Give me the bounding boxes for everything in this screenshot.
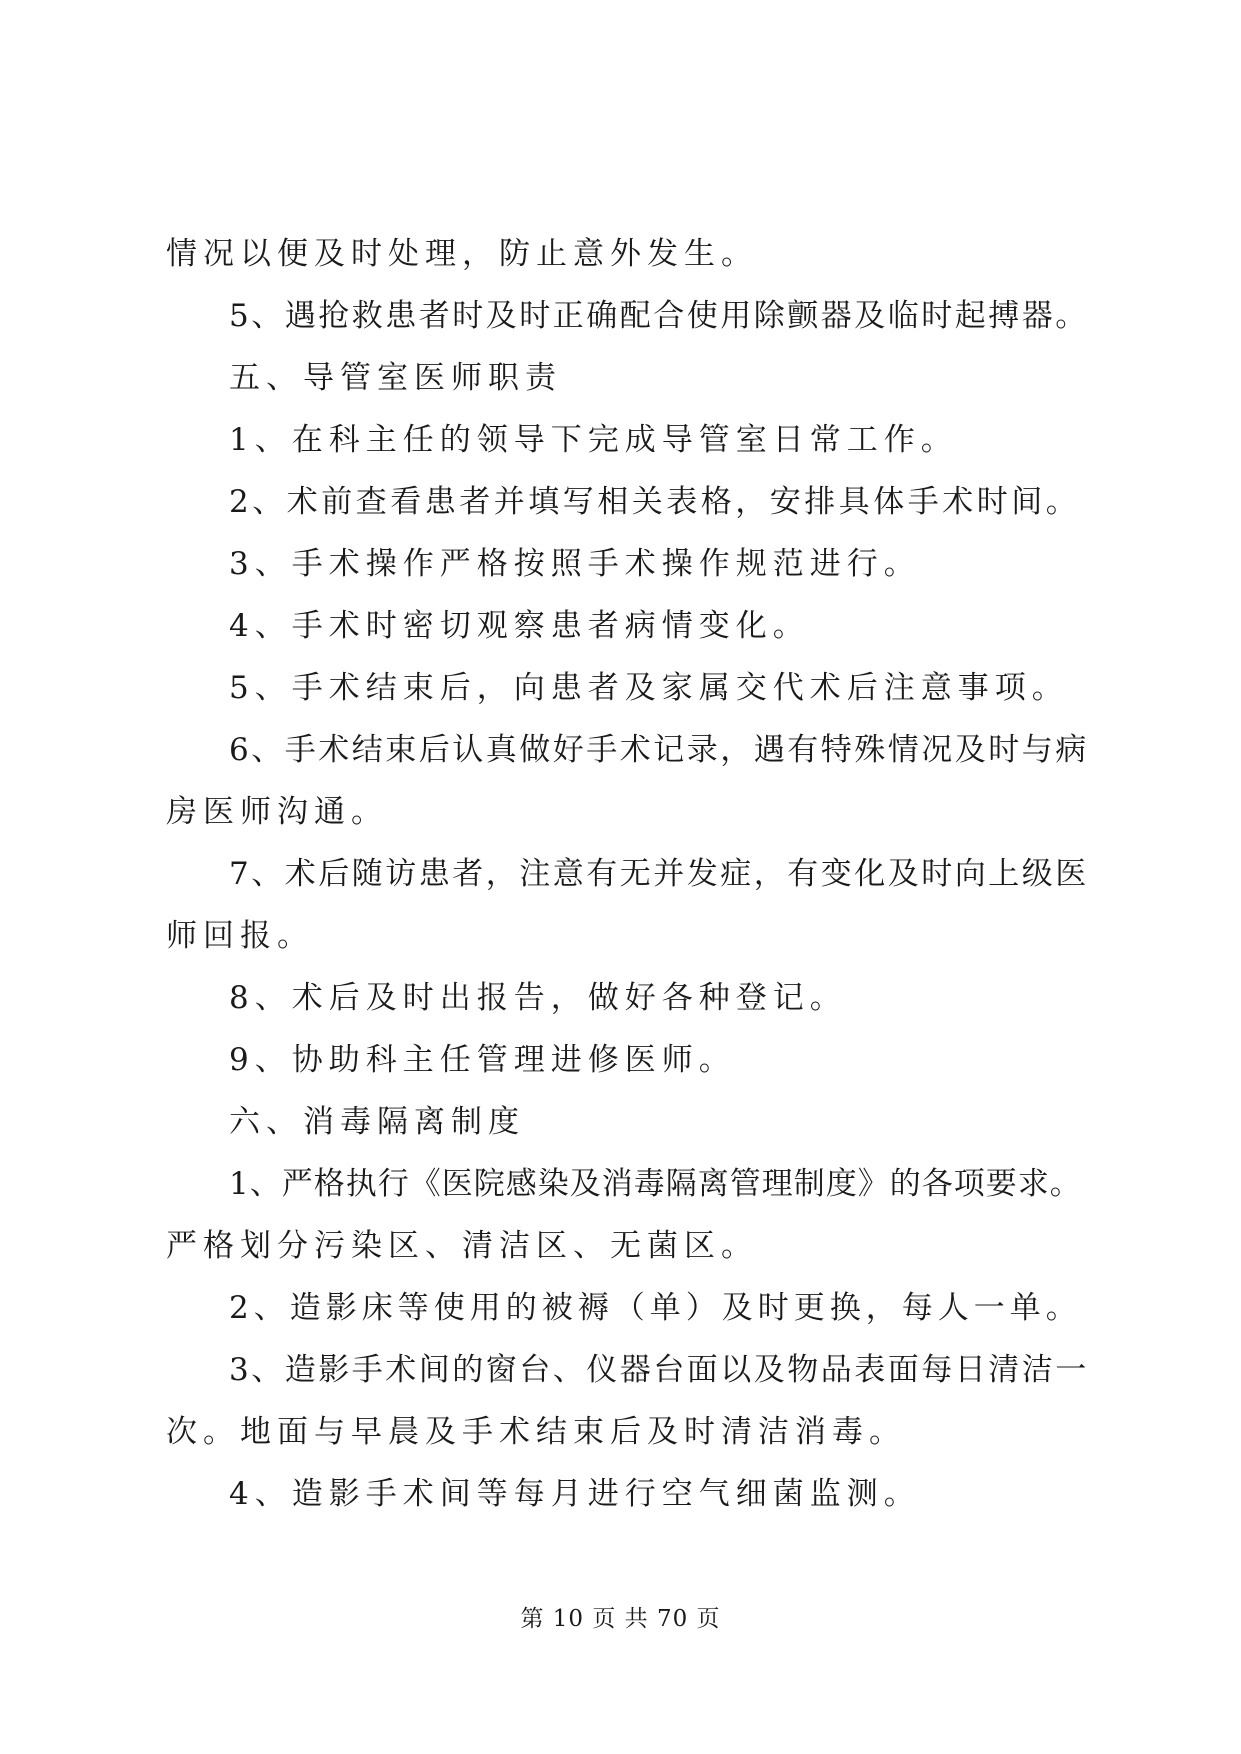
paragraph-line: 2、造影床等使用的被褥（单）及时更换，每人一单。 xyxy=(229,1290,1082,1326)
paragraph-line: 情况以便及时处理，防止意外发生。 xyxy=(166,236,758,272)
paragraph-line: 5、手术结束后，向患者及家属交代术后注意事项。 xyxy=(229,670,1069,706)
paragraph-line: 7、术后随访患者，注意有无并发症，有变化及时向上级医 xyxy=(229,856,1089,892)
paragraph-line: 房医师沟通。 xyxy=(166,794,388,830)
paragraph-line: 2、术前查看患者并填写相关表格，安排具体手术时间。 xyxy=(229,484,1081,520)
paragraph-line: 6、手术结束后认真做好手术记录，遇有特殊情况及时与病 xyxy=(229,732,1089,768)
paragraph-line: 9、协助科主任管理进修医师。 xyxy=(229,1042,736,1078)
section-heading: 六、消毒隔离制度 xyxy=(229,1104,525,1140)
section-heading: 五、导管室医师职责 xyxy=(229,360,562,396)
paragraph-line: 师回报。 xyxy=(166,918,314,954)
paragraph-line: 4、造影手术间等每月进行空气细菌监测。 xyxy=(229,1476,921,1512)
paragraph-line: 次。地面与早晨及手术结束后及时清洁消毒。 xyxy=(166,1414,906,1450)
paragraph-line: 严格划分污染区、清洁区、无菌区。 xyxy=(166,1228,758,1264)
page-footer: 第 10 页 共 70 页 xyxy=(520,1606,721,1632)
paragraph-line: 1、在科主任的领导下完成导管室日常工作。 xyxy=(229,422,958,458)
paragraph-line: 5、遇抢救患者时及时正确配合使用除颤器及临时起搏器。 xyxy=(229,298,1089,334)
paragraph-line: 4、手术时密切观察患者病情变化。 xyxy=(229,608,810,644)
paragraph-line: 3、造影手术间的窗台、仪器台面以及物品表面每日清洁一 xyxy=(229,1352,1089,1388)
paragraph-line: 1、严格执行《医院感染及消毒隔离管理制度》的各项要求。 xyxy=(229,1166,1082,1202)
paragraph-line: 3、手术操作严格按照手术操作规范进行。 xyxy=(229,546,921,582)
paragraph-line: 8、术后及时出报告，做好各种登记。 xyxy=(229,980,847,1016)
